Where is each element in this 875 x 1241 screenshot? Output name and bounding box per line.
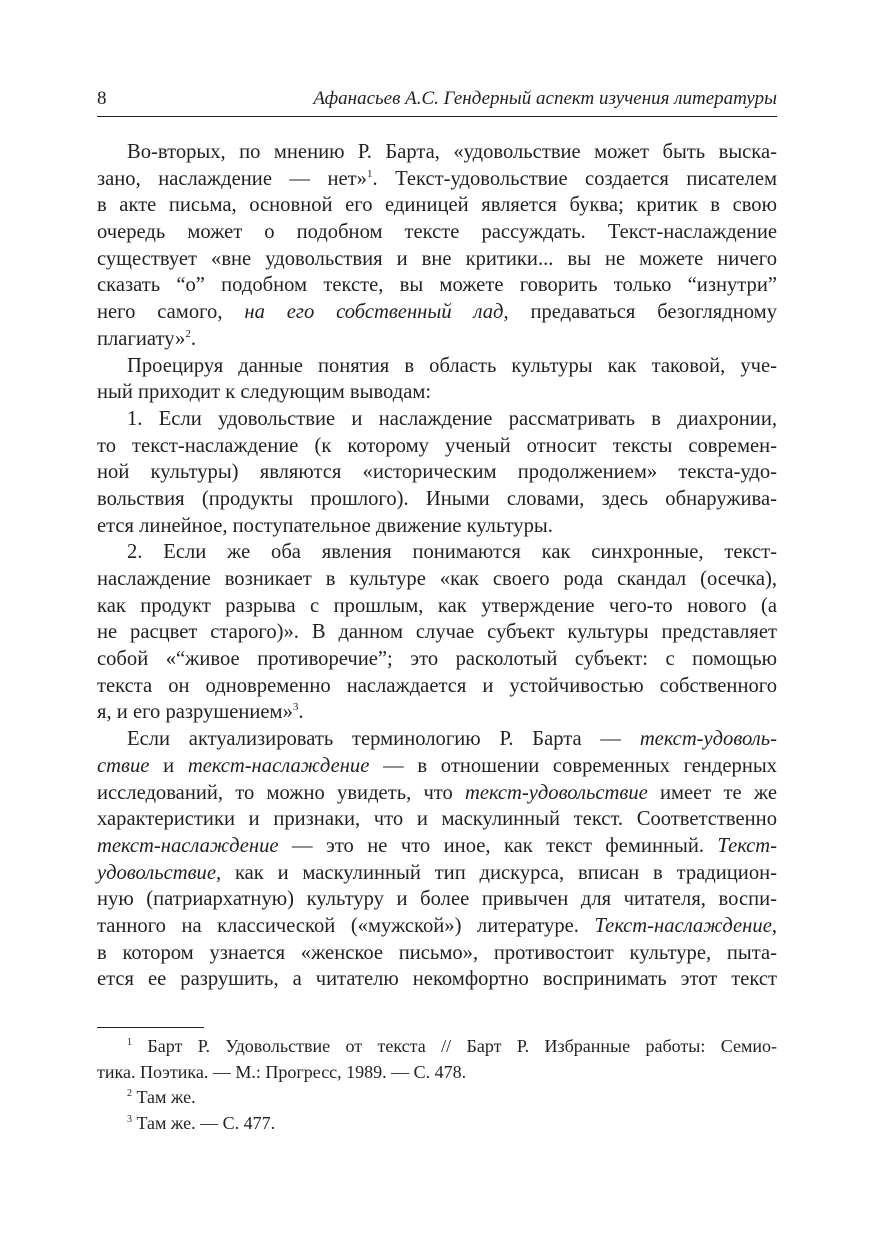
paragraph-2 [97, 353, 777, 406]
text-line: текста он одновременно наслаждается и устойчивостью собственного [97, 674, 777, 697]
text-line: характеристики и признаки, что и маскулинный текст. Соответственно [97, 808, 777, 831]
text-line: не расцвет старого)». В данном случае субъект культуры представляет [97, 621, 777, 644]
text-line: в акте письма, основной его единицей является буква; критик в свою [97, 194, 777, 217]
running-title: Афанасьев А.С. Гендерный аспект изучения литературы [313, 88, 777, 109]
text-line: ной культуры) являются «историческим продолжением» текста-удо- [97, 461, 777, 484]
text-line: танного на классической («мужской») литературе. Текст-наслаждение, [97, 914, 777, 937]
running-header [97, 86, 777, 117]
text-line: исследований, то можно увидеть, что текст-удовольствие имеет те же [97, 781, 777, 804]
text-line: него самого, на его собственный лад, предаваться безоглядному [97, 301, 778, 324]
footnote-number: 2 [127, 1088, 132, 1099]
footnote-separator [97, 1027, 204, 1028]
paragraph-4 [97, 539, 777, 726]
footnote-line: $^1$ Барт Р. Удовольствие от текста // Барт Р. Избранные работы: Семио- [127, 1036, 777, 1056]
text-line: Во-вторых, по мнению Р. Барта, «удовольствие может быть выска- [127, 141, 777, 163]
paragraph-1 [97, 139, 777, 353]
text-line: существует «вне удовольствия и вне критики... вы не можете ничего [97, 247, 777, 270]
text-line: ется ее разрушить, а читателю некомфортно воспринимать этот текст [97, 968, 777, 991]
text-line: очередь может о подобном тексте рассуждать. Текст-наслаждение [97, 221, 777, 244]
text-line: я, и его разрушением»$^3$. [97, 701, 304, 724]
text-line: плагиату»$^2$. [97, 327, 197, 350]
text-line: ную (патриархатную) культуру и более привычен для читателя, воспи- [97, 888, 777, 911]
text-line: собой «“живое противоречие”; это расколотый субъект: с помощью [97, 648, 777, 671]
footnote-1 [97, 1034, 777, 1085]
footnote-ref[interactable]: 3 [292, 701, 299, 714]
text-line: вольствия (продукты прошлого). Иными словами, здесь обнаружива- [97, 487, 777, 510]
text-line: 2. Если же оба явления понимаются как синхронные, текст- [127, 541, 777, 564]
footnote-ref[interactable]: 1 [366, 167, 373, 180]
footnote-number: 1 [127, 1037, 132, 1048]
footnote-number: 3 [127, 1113, 132, 1125]
text-line: ствие и текст-наслаждение — в отношении современных гендерных [97, 754, 777, 777]
text-line: Проецируя данные понятия в область культуры как таковой, уче- [127, 354, 777, 377]
main-text [97, 139, 777, 993]
paragraph-5 [97, 726, 777, 993]
footnotes [97, 1034, 777, 1136]
text-line: как продукт разрыва с прошлым, как утверждение чего-то нового (а [97, 594, 777, 617]
footnote-line: тика. Поэтика. — М.: Прогресс, 1989. — С. 478. [97, 1061, 467, 1082]
text-line: ется линейное, поступательное движение культуры. [97, 514, 553, 537]
footnote-3: $^3$ Там же. — С. 477. [127, 1112, 276, 1133]
text-line: удовольствие, как и маскулинный тип дискурса, вписан в традицион- [97, 861, 777, 884]
text-line: в котором узнается «женское письмо», противостоит культуре, пыта- [97, 941, 777, 964]
text-line: наслаждение возникает в культуре «как своего рода скандал (осечка), [97, 568, 777, 590]
text-line: текст-наслаждение — это не что иное, как текст феминный. Текст- [97, 834, 777, 857]
page-number: 8 [97, 88, 107, 109]
footnote-ref[interactable]: 2 [185, 327, 191, 340]
text-line: ный приходит к следующим выводам: [97, 381, 432, 404]
text-line: 1. Если удовольствие и наслаждение рассматривать в диахронии, [127, 407, 777, 430]
text-line: Если актуализировать терминологию Р. Барта — текст-удоволь- [127, 728, 777, 751]
paragraph-3 [97, 406, 777, 539]
text-line: сказать “о” подобном тексте, вы можете говорить только “изнутри” [97, 274, 777, 297]
text-line: зано, наслаждение — нет»$^1$. Текст-удовольствие создается писателем [97, 167, 777, 190]
footnote-2: $^2$ Там же. [127, 1087, 196, 1107]
text-line: то текст-наслаждение (к которому ученый относит тексты современ- [97, 434, 777, 457]
